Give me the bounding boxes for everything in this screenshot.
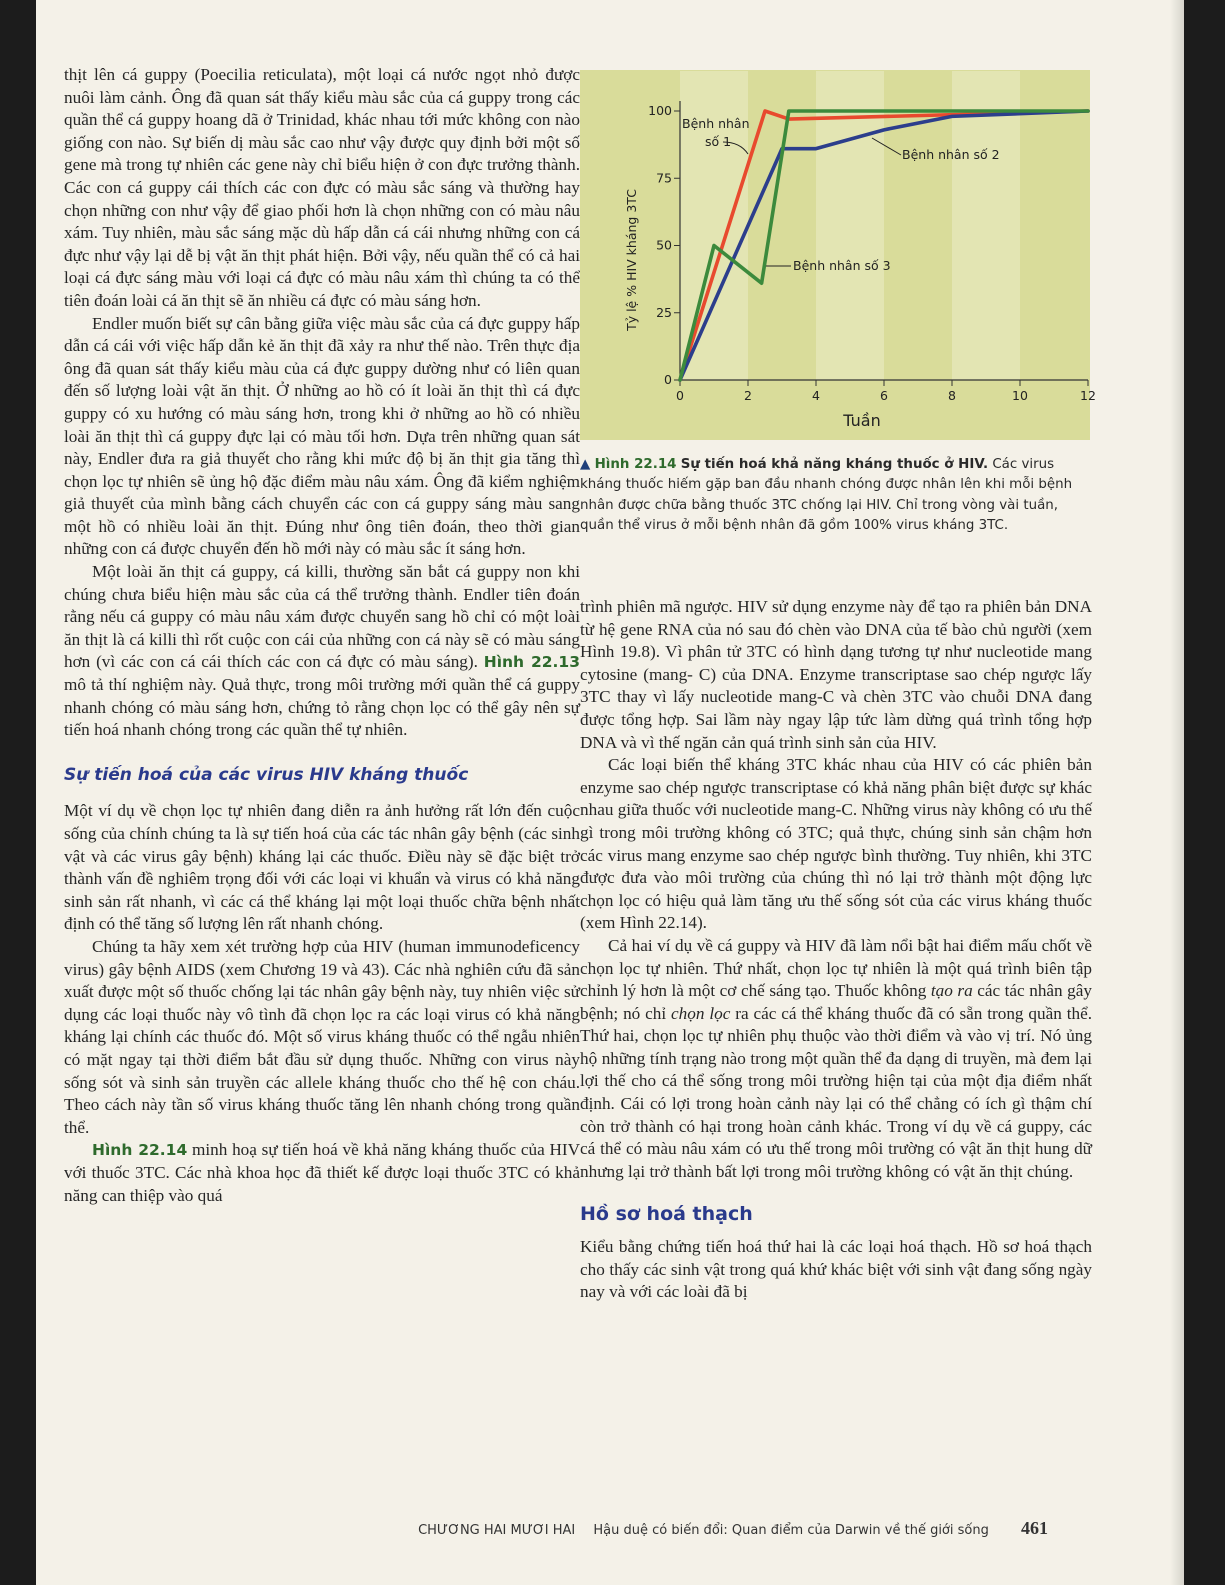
y-axis-label: Tỷ lệ % HIV kháng 3TC — [624, 189, 639, 331]
x-tick-label: 0 — [676, 388, 684, 403]
x-tick-label: 12 — [1080, 388, 1096, 403]
section-heading-hiv: Sự tiến hoá của các virus HIV kháng thuốc — [64, 764, 469, 785]
figure-22-13-reference: Hình 22.13 — [483, 653, 580, 672]
section-heading-fossil: Hồ sơ hoá thạch — [580, 1203, 753, 1226]
left-paragraph-3 — [64, 561, 580, 742]
page-edge-shadow — [1170, 0, 1184, 1585]
right-paragraph-3-text-b: các tác nhân gây bệnh; nó chỉ — [580, 981, 1092, 1023]
series-label-patient-1-line2: số 1 — [705, 134, 732, 149]
right-paragraph-3-emphasis-2: chọn lọc — [671, 1003, 731, 1023]
x-tick-label: 2 — [744, 388, 752, 403]
figure-caption — [580, 455, 1080, 537]
figure-22-14-reference: Hình 22.14 — [92, 1141, 188, 1160]
caption-figure-number: Hình 22.14 — [594, 457, 677, 472]
left-paragraph-5: Chúng ta hãy xem xét trường hợp của HIV (human immunodeficency virus) gây bệnh AIDS (xem Chương 19 và 43). Các nhà nghiên cứu đã sản xuất được một số thuốc chống lại tác nhân gây bệnh này, tuy nhiên việc sử dụng các loại thuốc này vô tình đã chọn lọc ra các loại virus có khả năng kháng lại chính các thuốc đó. Một số virus kháng thuốc có thể ngẫu nhiên có mặt ngay tại thời điểm bắt đầu sử dụng thuốc. Những con virus này sống sót và sinh sản truyền các allele kháng thuốc cho thế hệ con cháu. Theo cách này tần số virus kháng thuốc tăng lên nhanh chóng trong quần thể. — [64, 936, 580, 1137]
left-paragraph-2: Endler muốn biết sự cân bằng giữa việc màu sắc của cá đực guppy hấp dẫn cá cái với việc hấp dẫn kẻ ăn thịt đã xảy ra như thế nào. Trên thực địa ông đã quan sát thấy kiểu màu của cá đực guppy dường như có liên quan đến số lượng loài vật ăn thịt. Ở những ao hồ có ít loài ăn thịt thì cá đực guppy có xu hướng có màu sáng hơn, trong khi ở những ao hồ có nhiều loài ăn thịt thì cá guppy đực lại có màu tối hơn. Dựa trên những quan sát này, Endler đưa ra giả thuyết cho rằng khi mức độ bị ăn thịt gia tăng thì chọn lọc tự nhiên sẽ ủng hộ đặc điểm màu nâu xám. Ông đã kiểm nghiệm giả thuyết của mình bằng cách chuyển các con cá guppy sáng màu sang một hồ có nhiều loài ăn thịt. Đúng như ông tiên đoán, theo thời gian những con cá được chuyển đến hồ mới này có màu sắc ít sáng hơn. — [64, 313, 580, 559]
y-tick-label: 75 — [656, 170, 672, 186]
left-paragraph-3-text: Một loài ăn thịt cá guppy, cá killi, thường săn bắt cá guppy non khi chúng chưa biểu hiện màu sắc của cá thể trưởng thành. Endler tiên đoán rằng nếu cá guppy có màu nâu xám được chuyển sang hồ chỉ có một loài ăn thịt là cá killi thì rốt cuộc con cái của những con cá này sẽ có màu sáng hơn (vì các con cá cái thích các con cá đực có màu sáng). — [64, 562, 580, 672]
footer-title: Hậu duệ có biến đổi: Quan điểm của Darwin về thế giới sống — [593, 1523, 989, 1538]
left-paragraph-4: Một ví dụ về chọn lọc tự nhiên đang diễn ra ảnh hưởng rất lớn đến cuộc sống của chính chúng ta là sự tiến hoá của các tác nhân gây bệnh (các sinh vật và các virus gây bệnh) kháng lại các thuốc. Điều này sẽ đặc biệt trở thành vấn đề nghiêm trọng đối với các loại vi khuẩn và virus có khả năng sinh sản rất nhanh, vì các cá thể kháng lại một loại thuốc chữa bệnh nhất định có thể tăng số lượng lên rất nhanh chóng. — [64, 801, 580, 934]
x-tick-label: 10 — [1012, 388, 1028, 403]
series-label-patient-2-text: Bệnh nhân số 2 — [902, 147, 1000, 162]
footer-chapter: CHƯƠNG HAI MƯƠI HAI — [418, 1523, 576, 1538]
y-tick-label: 0 — [664, 372, 672, 387]
left-column — [64, 64, 580, 1207]
left-paragraph-6 — [64, 1139, 580, 1207]
right-paragraph-1: trình phiên mã ngược. HIV sử dụng enzyme này để tạo ra phiên bản DNA từ hệ gene RNA của nó sau đó chèn vào DNA của tế bào chủ người (xem Hình 19.8). Vì phân tử 3TC có hình dạng tương tự như nucleotide mang cytosine (mang- C) của DNA. Enzyme transcriptase sao chép ngược lấy 3TC thay vì lấy nucleotide mang-C và chèn 3TC vào chuỗi DNA đang được tổng hợp. Sai lầm này ngay lập tức làm dừng quá trình tổng hợp DNA và vì thế ngăn cản quá trình sinh sản của HIV. — [580, 597, 1092, 752]
right-column — [580, 596, 1092, 1304]
caption-title: Sự tiến hoá khả năng kháng thuốc ở HIV. — [680, 457, 989, 472]
right-paragraph-3-emphasis-1: tạo ra — [930, 981, 973, 1001]
right-paragraph-3-text-a: Cả hai ví dụ về cá guppy và HIV đã làm nổi bật hai điểm mấu chốt về chọn lọc tự nhiên. Thứ nhất, chọn lọc tự nhiên là một quá trình biên tập chỉnh lý hơn là một cơ chế sáng tạo. Thuốc không — [580, 935, 1092, 1001]
left-paragraph-1: thịt lên cá guppy (Poecilia reticulata), một loại cá nước ngọt nhỏ được nuôi làm cảnh. Ông đã quan sát thấy kiểu màu sắc của cá guppy trong các quần thể cá guppy hoang dã ở Trinidad, khác nhau tới mức không con nào giống con nào. Sự biến dị màu sắc cao như vậy được quy định bởi một số gene mà trong tự nhiên các gene này chỉ biểu hiện ở con đực trưởng thành. Các con cá guppy cái thích các con đực có màu sắc sáng và thường hay chọn những con như vậy để giao phối hơn là chọn những con có màu nâu xám. Tuy nhiên, màu sắc sáng mặc dù hấp dẫn cá cái nhưng những con cá đực như vậy lại dễ bị vật ăn thịt phát hiện. Bởi vậy, nếu quần thể có cả hai loại cá đực sáng màu với loại cá đực có màu nâu xám thì chúng ta có thể tiên đoán loài cá ăn thịt sẽ ăn nhiều cá đực có màu sáng hơn. — [64, 65, 580, 310]
x-tick-label: 6 — [880, 388, 888, 403]
y-tick-label: 50 — [656, 237, 672, 253]
chart-svg — [580, 70, 1096, 440]
left-paragraph-6-text: minh hoạ sự tiến hoá về khả năng kháng thuốc của HIV với thuốc 3TC. Các nhà khoa học đã thiết kế được loại thuốc 3TC có khả năng can thiệp vào quá — [64, 1140, 580, 1205]
right-paragraph-2: Các loại biến thể kháng 3TC khác nhau của HIV có các phiên bản enzyme sao chép ngược transcriptase có khả năng phân biệt được sự khác nhau giữa thuốc với nucleotide mang-C. Những virus này không có ưu thế gì trong môi trường không có 3TC; quả thực, chúng sinh sản chậm hơn các virus mang enzyme sao chép ngược bình thường. Tuy nhiên, khi 3TC được đưa vào môi trường của chúng thì nó lại trở thành một động lực chọn lọc có hiệu quả làm tăng ưu thế sống sót của các virus kháng thuốc (xem Hình 22.14). — [580, 755, 1092, 933]
caption-triangle-icon: ▲ — [580, 457, 591, 472]
left-paragraph-3-text-after: mô tả thí nghiệm này. Quả thực, trong môi trường mới quần thể cá guppy nhanh chóng có màu sáng hơn, chứng tỏ rằng chọn lọc có thể gây nên sự tiến hoá nhanh chóng trong các quần thể tự nhiên. — [64, 675, 580, 740]
caption-text: Các virus kháng thuốc hiếm gặp ban đầu nhanh chóng được nhân lên khi mỗi bệnh nhân được chữa bằng thuốc 3TC chống lại HIV. Chỉ trong vòng vài tuần, quần thể virus ở mỗi bệnh nhân đã gồm 100% virus kháng 3TC. — [580, 457, 1073, 534]
x-tick-label: 8 — [948, 388, 956, 403]
y-tick-label: 100 — [648, 103, 672, 118]
x-axis-label: Tuần — [843, 411, 881, 430]
x-tick-label: 4 — [812, 388, 820, 403]
figure-22-14-chart — [580, 70, 1096, 440]
page-footer — [0, 1518, 1048, 1539]
y-tick-label: 25 — [656, 304, 672, 320]
series-label-patient-3-text: Bệnh nhân số 3 — [793, 258, 891, 273]
right-paragraph-4: Kiểu bằng chứng tiến hoá thứ hai là các loại hoá thạch. Hồ sơ hoá thạch cho thấy các sinh vật trong quá khứ khác biệt với sinh vật đang sống ngày nay và với các loài đã bị — [580, 1237, 1092, 1302]
right-paragraph-3 — [580, 935, 1092, 1184]
right-paragraph-3-text-c: ra các cá thể kháng thuốc đã có sẵn trong quần thể. Thứ hai, chọn lọc tự nhiên phụ thuộc vào thời điểm và vào vị trí. Nó ủng hộ những tính trạng nào trong một quần thể đa dạng di truyền, mà đem lại lợi thế cho cá thể sống trong môi trường hiện tại của một địa điểm nhất định. Cái có lợi trong hoàn cảnh này lại có thể chẳng có ích gì thậm chí còn trở thành có hại trong hoàn cảnh khác. Trong ví dụ về cá guppy, các cá thể có màu nâu xám có ưu thế trong môi trường có vật ăn thịt hung dữ nhưng lại trở thành bất lợi trong môi trường không có vật ăn thịt chúng. — [580, 1003, 1092, 1181]
page-number: 461 — [1021, 1518, 1048, 1538]
series-label-patient-1-line1: Bệnh nhân — [682, 116, 750, 131]
